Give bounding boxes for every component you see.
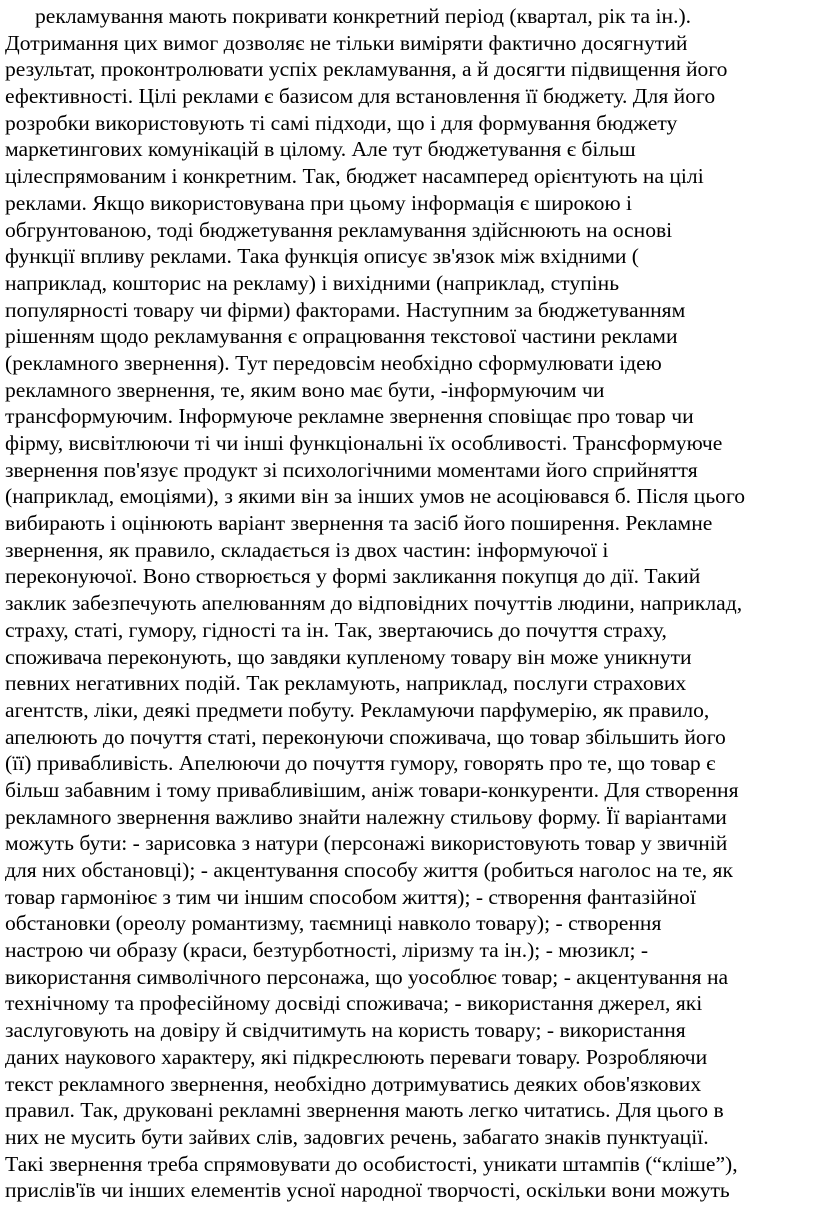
text-line: більш забавним і тому привабливішим, аніж товари-конкуренти. Для створення (5, 777, 739, 802)
text-line: Такі звернення треба спрямовувати до особистості, уникати штампів (“кліше”), (5, 1151, 738, 1176)
text-line: рекламного звернення важливо знайти належну стильову форму. Її варіантами (5, 804, 727, 829)
text-line: (її) привабливість. Апелюючи до почуття гумору, говорять про те, що товар є (5, 751, 716, 776)
text-line: страху, статі, гумору, гідності та ін. Так, звертаючись до почуття страху, (5, 617, 667, 642)
text-line: заклик забезпечують апелюванням до відповідних почуттів людини, наприклад, (5, 591, 743, 616)
text-line: переконуючої. Воно створюється у формі закликання покупця до дії. Такий (5, 564, 701, 589)
text-line: певних негативних подій. Так рекламують, наприклад, послуги страхових (5, 671, 687, 696)
text-line: агентств, ліки, деякі предмети побуту. Рекламуючи парфумерію, як правило, (5, 697, 710, 722)
text-line: цілеспрямованим і конкретним. Так, бюджет насамперед орієнтують на цілі (5, 164, 704, 189)
text-line: розробки використовують ті самі підходи, що і для формування бюджету (5, 110, 678, 135)
text-line: них не мусить бути зайвих слів, задовгих речень, забагато знаків пунктуації. (5, 1124, 709, 1149)
text-line: вибирають і оцінюють варіант звернення та засіб його поширення. Рекламне (5, 511, 713, 536)
text-line: рекламного звернення, те, яким воно має бути, -інформуючим чи (5, 377, 605, 402)
text-line: для них обстановці); - акцентування способу життя (робиться наголос на те, як (5, 858, 733, 882)
text-line: (рекламного звернення). Тут передовсім необхідно сформулювати ідею (5, 350, 662, 375)
text-line: прислів'їв чи інших елементів усної народної творчості, оскільки вони можуть (5, 1178, 730, 1203)
text-line: даних наукового характеру, які підкреслюють переваги товару. Розробляючи (5, 1044, 708, 1069)
text-line: обгрунтованою, тоді бюджетування рекламування здійснюють на основі (5, 217, 673, 242)
text-line: технічному та професійному досвіді споживача; - використання джерел, які (5, 991, 703, 1016)
text-line: функції впливу реклами. Така функція описує зв'язок між вхідними ( (5, 244, 639, 269)
text-line: результат, проконтролювати успіх рекламування, а й досягти підвищення його (5, 57, 728, 82)
text-line: споживача переконують, що завдяки купленому товару він може уникнути (5, 644, 692, 669)
text-line: товар гармоніює з тим чи іншим способом життя); - створення фантазійної (5, 884, 696, 909)
text-line: трансформуючим. Інформуюче рекламне звернення сповіщає про товар чи (5, 404, 694, 429)
text-line: Дотримання цих вимог дозволяє не тільки виміряти фактично досягнутий (5, 30, 688, 55)
text-line: ефективності. Цілі реклами є базисом для встановлення її бюджету. Для його (5, 84, 716, 109)
text-line: маркетингових комунікацій в цілому. Але тут бюджетування є більш (5, 137, 636, 162)
text-line: реклами. Якщо використовувана при цьому інформація є широкою і (5, 190, 633, 215)
text-line: обстановки (ореолу романтизму, таємниці навколо товару); - створення (5, 911, 662, 936)
text-line: використання символічного персонажа, що уособлює товар; - акцентування на (5, 964, 729, 989)
text-line: можуть бути: - зарисовка з натури (персонажі використовують товар у звичній (5, 831, 728, 856)
text-line: фірму, висвітлюючи ті чи інші функціональні їх особливості. Трансформуюче (5, 431, 723, 455)
text-line: наприклад, кошторис на рекламу) і вихідними (наприклад, ступінь (5, 270, 620, 295)
text-line: апелюють до почуття статі, переконуючи споживача, що товар збільшить його (5, 724, 726, 749)
text-line: текст рекламного звернення, необхідно дотримуватись деяких обов'язкових (5, 1071, 702, 1096)
body-text (5, 3, 813, 1204)
text-line: рішенням щодо рекламування є опрацювання текстової частини реклами (5, 324, 678, 349)
text-line: (наприклад, емоціями), з якими він за інших умов не асоціювався б. Після цього (5, 484, 746, 509)
text-line: заслуговують на довіру й свідчитимуть на користь товару; - використання (5, 1018, 686, 1043)
text-line: звернення пов'язує продукт зі психологічними моментами його сприйняття (5, 457, 698, 482)
text-line: популярності товару чи фірми) факторами. Наступним за бюджетуванням (5, 297, 686, 322)
text-line: рекламування мають покривати конкретний період (квартал, рік та ін.). (35, 4, 692, 28)
text-line: настрою чи образу (краси, безтурботності, ліризму та ін.); - мюзикл; - (5, 938, 649, 963)
text-line: звернення, як правило, складається із двох частин: інформуючої і (5, 537, 609, 562)
text-line: правил. Так, друковані рекламні звернення мають легко читатись. Для цього в (5, 1098, 724, 1123)
